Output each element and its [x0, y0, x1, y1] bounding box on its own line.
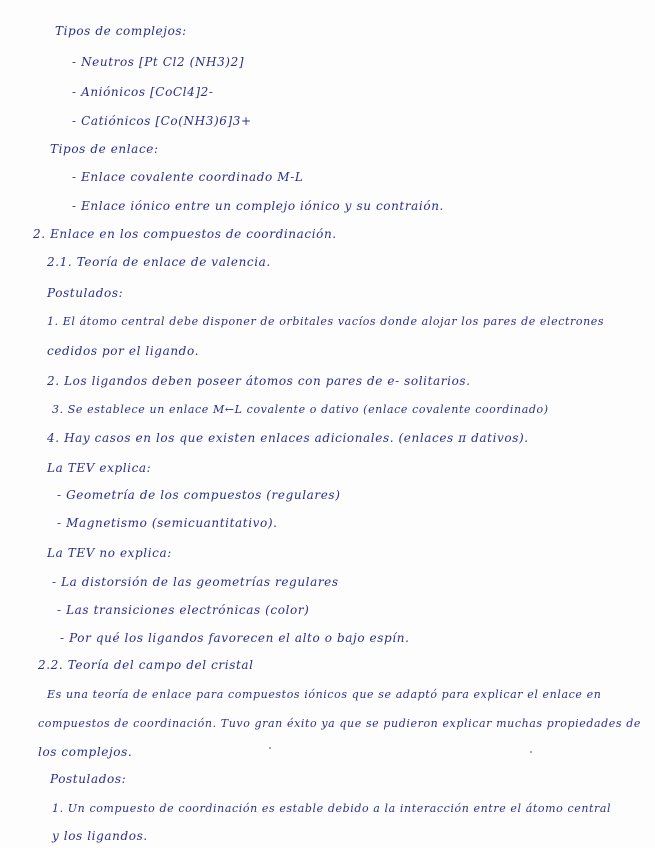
note-line: - Geometría de los compuestos (regulares)	[57, 488, 341, 502]
note-line: y los ligandos.	[52, 829, 148, 843]
subsection-heading: 2.1. Teoría de enlace de valencia.	[47, 255, 271, 269]
note-line: - Por qué los ligandos favorecen el alto o bajo espín.	[60, 631, 410, 645]
note-line: Tipos de enlace:	[50, 142, 159, 156]
note-line: Tipos de complejos:	[55, 24, 187, 38]
note-line: Postulados:	[47, 286, 124, 300]
note-line: 2. Los ligandos deben poseer átomos con pares de e- solitarios.	[47, 374, 471, 388]
section-heading: 2. Enlace en los compuestos de coordinación.	[33, 227, 337, 241]
note-line: - Enlace iónico entre un complejo iónico y su contraión.	[72, 199, 444, 213]
note-line: - Magnetismo (semicuantitativo).	[57, 516, 278, 530]
note-line: - Las transiciones electrónicas (color)	[57, 603, 310, 617]
note-line: 1. El átomo central debe disponer de orbitales vacíos donde alojar los pares de electrones	[47, 315, 605, 328]
ink-speck	[269, 747, 271, 749]
note-line: - Enlace covalente coordinado M-L	[72, 170, 304, 184]
note-line: compuestos de coordinación. Tuvo gran éxito ya que se pudieron explicar muchas propiedades de	[38, 717, 642, 730]
note-line: 4. Hay casos en los que existen enlaces adicionales. (enlaces π dativos).	[47, 431, 529, 445]
note-line: Postulados:	[50, 772, 127, 786]
note-line: La TEV no explica:	[47, 546, 172, 560]
note-line: Es una teoría de enlace para compuestos iónicos que se adaptó para explicar el enlace en	[47, 688, 602, 701]
subsection-heading: 2.2. Teoría del campo del cristal	[38, 658, 254, 672]
note-line: 1. Un compuesto de coordinación es estable debido a la interacción entre el átomo central	[52, 802, 612, 815]
note-line: - Aniónicos [CoCl4]2-	[72, 85, 214, 99]
note-line: cedidos por el ligando.	[47, 344, 199, 358]
note-line: los complejos.	[38, 745, 133, 759]
note-line: - Neutros [Pt Cl2 (NH3)2]	[72, 55, 245, 69]
ink-speck	[530, 751, 532, 753]
note-line: 3. Se establece un enlace M←L covalente o dativo (enlace covalente coordinado)	[52, 403, 549, 416]
note-line: La TEV explica:	[47, 461, 152, 475]
note-line: - La distorsión de las geometrías regulares	[52, 575, 339, 589]
note-line: - Catiónicos [Co(NH3)6]3+	[72, 114, 252, 128]
